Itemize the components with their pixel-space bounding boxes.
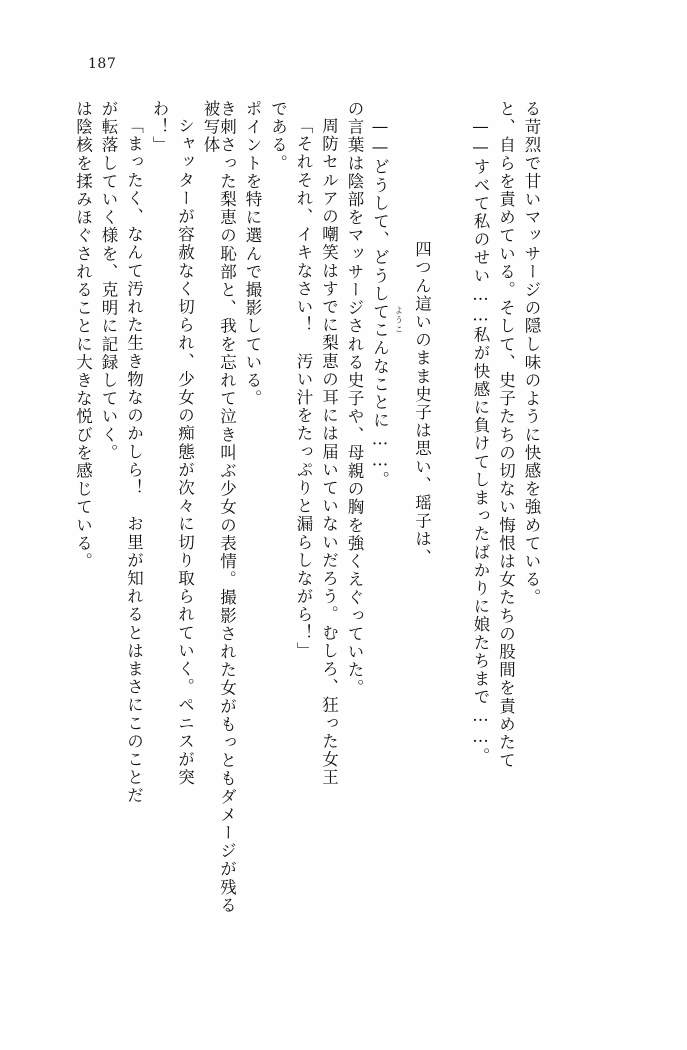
text-column-13-text: 四つん這いのまま史子は思い、瑶子は、: [412, 240, 432, 567]
ruby-annotation: ようこ: [394, 306, 404, 335]
text-column-6: き刺さった梨恵の恥部と、我を忘れて泣き叫ぶ少女の表情。撮影された女がもっともダメージが残る被写体: [201, 100, 237, 915]
body-text-block: [65, 100, 625, 930]
text-column-1: は陰核を揉みほぐされることに大きな悦びを感じている。: [73, 100, 93, 571]
text-column-3: 「まったく、なんて汚れた生き物なのかしら！ お里が知れるとはまさにこのことだ: [124, 117, 144, 805]
text-column-14: ——すべて私のせい……私が快感に負けてしまったばかりに娘たちまで……。: [471, 117, 490, 766]
text-column-5: シャッターが容赦なく切られ、少女の痴態が次々に切り取られていく。ペニスが突: [175, 117, 195, 787]
text-column-9: 「それそれ、イキなさい！ 汚い汁をたっぷりと漏らしながら！」: [294, 117, 313, 660]
text-column-12: ——どうして、どうしてこんなことに……。: [370, 117, 390, 489]
page-number: 187: [88, 56, 117, 72]
text-column-10: 周防セルアの嘲笑はすでに梨恵の耳には届いていないだろう。むしろ、狂った女王: [319, 117, 339, 787]
text-column-4: わ！」: [150, 100, 169, 155]
text-column-16: る苛烈で甘いマッサージの隠し味のように快感を強めている。: [522, 100, 541, 607]
text-column-2: が転落していく様を、克明に記録していく。: [99, 100, 118, 462]
text-column-8: である。: [268, 100, 288, 173]
text-column-7: ポイントを特に選んで撮影している。: [243, 100, 262, 408]
text-column-11: の言葉は陰部をマッサージされる史子や、母親の胸を強くえぐっていた。: [345, 100, 364, 698]
text-column-13: [394, 100, 463, 947]
text-column-15: と、自らを責めている。そして、史子たちの切ない悔恨は女たちの股間を責めたて: [496, 100, 516, 770]
